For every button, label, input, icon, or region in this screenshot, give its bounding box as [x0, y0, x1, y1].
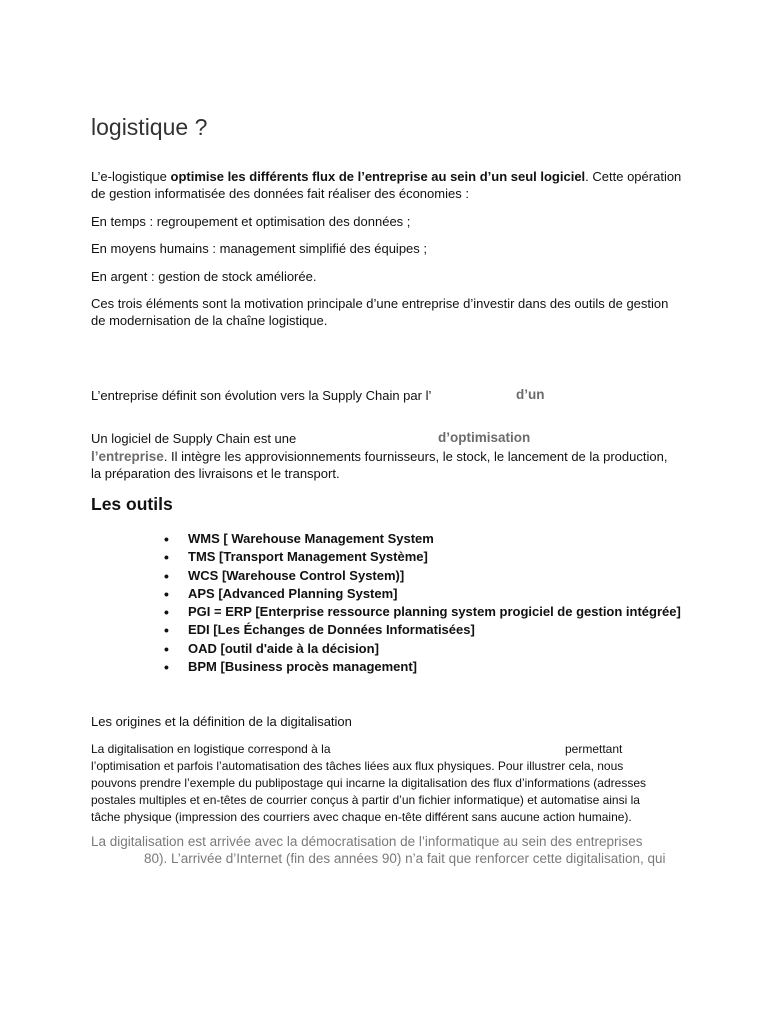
list-item: • EDI [Les Échanges de Données Informatisées]	[164, 621, 681, 639]
list-item: • WCS [Warehouse Control System)]	[164, 567, 681, 585]
motivation-line2: de modernisation de la chaîne logistique.	[91, 313, 328, 328]
evolution-text: L’entreprise définit son évolution vers la Supply Chain par l’	[91, 388, 432, 403]
list-item: • APS [Advanced Planning System]	[164, 585, 681, 603]
digital-line3: postales multiples et en-têtes de courrier conçus à partir d’un fichier informatique) et automatise ainsi la	[91, 793, 640, 807]
list-item: • BPM [Business procès management]	[164, 658, 681, 676]
intro-paragraph-line2: de gestion informatisée des données fait réaliser des économies :	[91, 186, 469, 201]
supply-chain-line2	[91, 448, 667, 465]
list-item: • WMS [ Warehouse Management System	[164, 530, 681, 548]
digital-line1: l’optimisation et parfois l’automatisation des tâches liées aux flux physiques. Pour illustrer cela, nous	[91, 759, 624, 773]
intro-paragraph-line1	[91, 168, 681, 185]
intro-pre: L’e-logistique	[91, 169, 171, 184]
list-item: • TMS [Transport Management Système]	[164, 548, 681, 566]
digital-end: permettant	[565, 742, 623, 756]
digital-line2: pouvons prendre l’exemple du publipostage qui incarne la digitalisation des flux d’informations (adresses	[91, 776, 646, 790]
supply-chain-line3: la préparation des livraisons et le transport.	[91, 466, 340, 481]
evolution-fragment: d’un	[516, 387, 545, 402]
digital-line4: tâche physique (impression des courriers avec chaque en-tête différent sans aucune action humaine).	[91, 810, 632, 824]
intro-bold: optimise les différents flux de l’entreprise au sein d’un seul logiciel	[170, 169, 586, 184]
intro-post: . Cette opération	[585, 169, 682, 184]
benefit-money: En argent : gestion de stock améliorée.	[91, 269, 317, 284]
motivation-line1: Ces trois éléments sont la motivation principale d’une entreprise d’investir dans des outils de gestion	[91, 296, 669, 311]
origins-title: Les origines et la définition de la digitalisation	[91, 714, 352, 729]
supply-chain-start: Un logiciel de Supply Chain est une	[91, 431, 297, 446]
benefit-people: En moyens humains : management simplifié des équipes ;	[91, 241, 428, 256]
tools-title: Les outils	[91, 494, 173, 514]
benefit-time: En temps : regroupement et optimisation des données ;	[91, 214, 411, 229]
arrival-line1: La digitalisation est arrivée avec la démocratisation de l’informatique au sein des entreprises	[91, 834, 643, 849]
arrival-line2: 80). L’arrivée d’Internet (fin des années 90) n’a fait que renforcer cette digitalisation, qui	[144, 851, 666, 866]
supply-chain-fragment: d’optimisation	[438, 430, 531, 445]
supply-chain-line2-rest: . Il intègre les approvisionnements fournisseurs, le stock, le lancement de la production,	[163, 449, 668, 464]
list-item: • PGI = ERP [Enterprise ressource planning system progiciel de gestion intégrée]	[164, 603, 681, 621]
tools-list	[164, 530, 681, 676]
digital-start: La digitalisation en logistique correspond à la	[91, 742, 331, 756]
list-item: • OAD [outil d'aide à la décision]	[164, 640, 681, 658]
supply-chain-gray-word: l’entreprise	[91, 449, 164, 464]
page-heading: logistique ?	[91, 114, 208, 140]
